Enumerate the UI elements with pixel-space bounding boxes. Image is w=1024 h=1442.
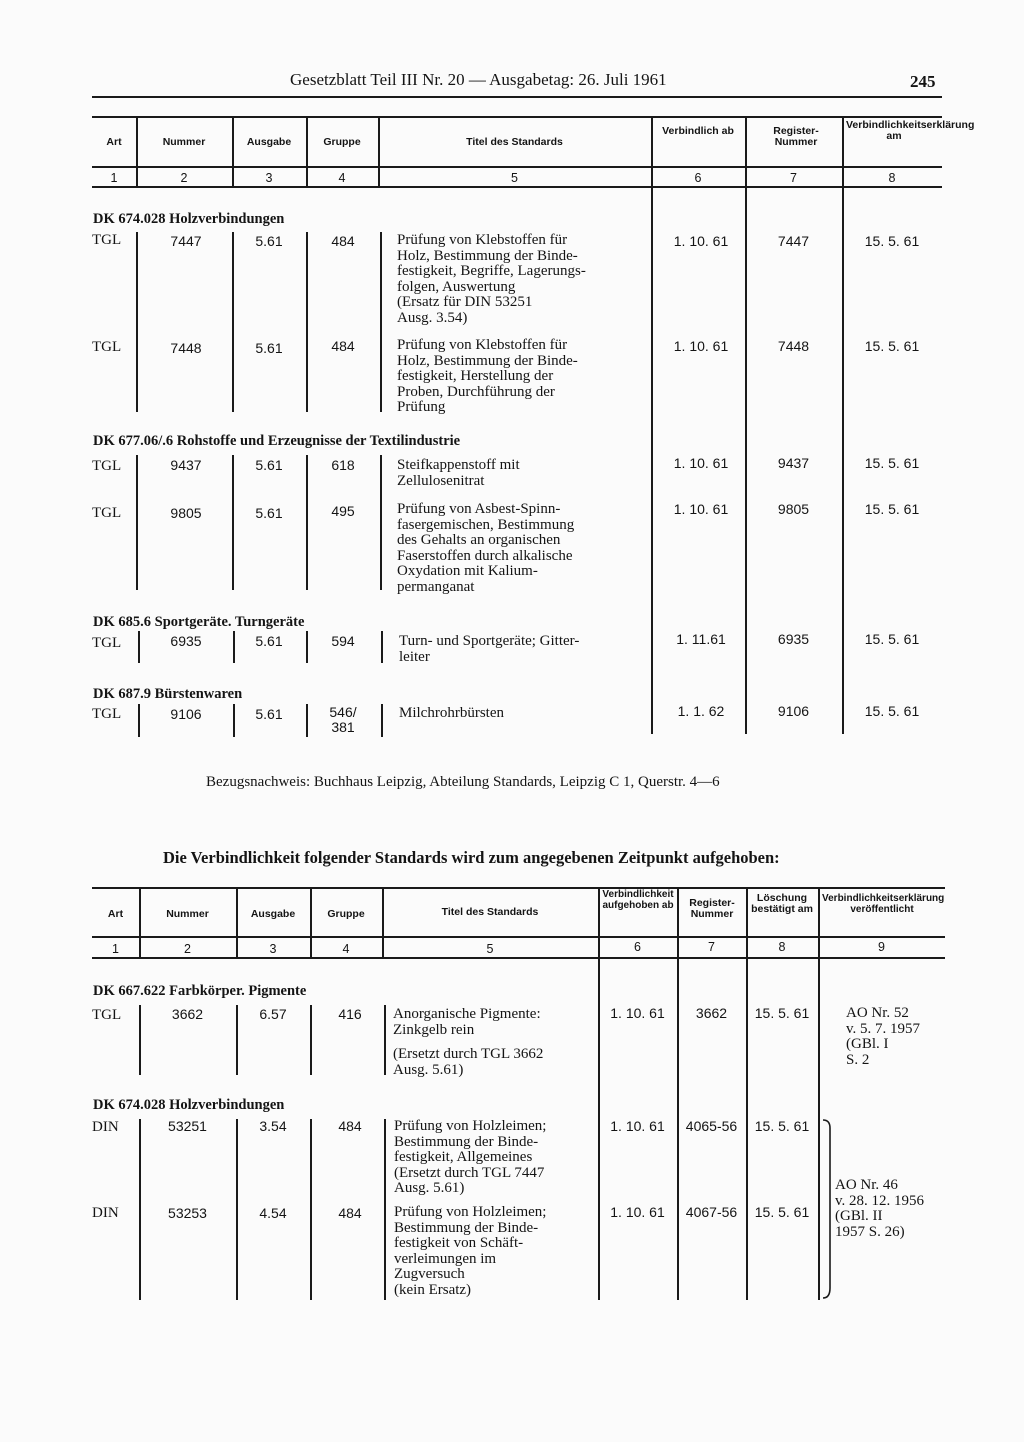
t1-header-verbindlich: Verbindlich ab — [662, 125, 734, 137]
row-sep — [306, 232, 308, 412]
cell-gruppe: 618 — [331, 457, 355, 473]
t2-header-titel: Titel des Standards — [441, 906, 539, 918]
t2-header-veroeffentlicht: Verbindlichkeitserklärung veröffentlicht — [822, 893, 945, 915]
cell-art: TGL — [92, 1007, 122, 1023]
t2-header-loeschung: Löschung bestätigt am — [751, 892, 813, 915]
t1-header-nummer: Nummer — [162, 136, 206, 148]
cell-gruppe: 484 — [338, 1205, 362, 1221]
row-sep — [136, 232, 138, 412]
cell-art: TGL — [92, 635, 122, 651]
cell-erklaerung: 15. 5. 61 — [864, 501, 920, 517]
cell-titel: Prüfung von Asbest-Spinn- fasergemischen, Bestimmung des Gehalts an organischen Faserstoffen durch alkalische Oxydation mit Kalium- permanganat — [397, 501, 575, 595]
group-heading: DK 674.028 Holzverbindungen — [93, 1097, 285, 1113]
cell-erklaerung: 15. 5. 61 — [864, 233, 920, 249]
table1-header-rule — [92, 166, 942, 168]
t2-header-register: Register-Nummer — [689, 897, 735, 920]
row-sep — [232, 232, 234, 412]
cell-nummer: 9437 — [170, 457, 202, 473]
t2-colnum: 2 — [184, 942, 191, 956]
cell-erklaerung: 15. 5. 61 — [864, 338, 920, 354]
cell-gruppe: 594 — [331, 633, 355, 649]
cell-art: TGL — [92, 505, 122, 521]
running-head: Gesetzblatt Teil III Nr. 20 — Ausgabetag: 26. Juli 1961 — [290, 70, 667, 89]
row-sep — [306, 455, 308, 590]
row-sep — [136, 455, 138, 590]
cell-aufgehoben-ab: 1. 10. 61 — [610, 1005, 665, 1021]
cell-art: DIN — [92, 1205, 119, 1221]
t2-header-ausgabe: Ausgabe — [250, 908, 296, 920]
cell-ausgabe: 5.61 — [255, 706, 283, 722]
cell-verbindlich-ab: 1. 10. 61 — [673, 455, 729, 471]
t1-colnum: 8 — [888, 171, 896, 185]
cell-gruppe: 495 — [331, 503, 355, 519]
t2-colnum: 1 — [112, 942, 119, 956]
cell-ausgabe: 4.54 — [259, 1205, 287, 1221]
cell-titel: Prüfung von Holzleimen; Bestimmung der Binde- festigkeit von Schäft- verleimungen im Zugversuch (kein Ersatz) — [394, 1204, 547, 1298]
head-rule — [92, 96, 942, 98]
t1-colnum: 7 — [790, 171, 797, 185]
row-sep — [380, 232, 382, 412]
cell-register: 9805 — [777, 501, 810, 517]
cell-verbindlich-ab: 1. 10. 61 — [673, 501, 729, 517]
cell-art: DIN — [92, 1119, 119, 1135]
cell-gruppe: 416 — [338, 1006, 362, 1022]
cell-nummer: 53251 — [168, 1118, 207, 1134]
page-number: 245 — [910, 72, 936, 91]
cell-ausgabe: 5.61 — [255, 340, 283, 356]
cell-register: 6935 — [777, 631, 810, 647]
t2-header-aufgehoben: Verbindlichkeit aufgehoben ab — [602, 889, 674, 911]
t1-header-ausgabe: Ausgabe — [246, 136, 292, 148]
table1-top-rule — [92, 116, 942, 118]
cell-gruppe: 484 — [338, 1118, 362, 1134]
cell-aufgehoben-ab: 1. 10. 61 — [610, 1118, 665, 1134]
cell-register: 7447 — [777, 233, 810, 249]
cell-loeschung: 15. 5. 61 — [754, 1118, 810, 1134]
cell-veroeffentlicht: AO Nr. 46 v. 28. 12. 1956 (GBl. II 1957 S. 26) — [835, 1177, 925, 1240]
cell-nummer: 7448 — [170, 340, 202, 356]
group-heading: DK 677.06/.6 Rohstoffe und Erzeugnisse der Textilindustrie — [93, 433, 461, 449]
cell-ausgabe: 5.61 — [255, 233, 283, 249]
cell-art: TGL — [92, 339, 122, 355]
cell-gruppe: 484 — [331, 338, 355, 354]
cell-register: 7448 — [777, 338, 810, 354]
cell-gruppe: 546/ 381 — [329, 704, 357, 735]
cell-verbindlich-ab: 1. 11.61 — [676, 631, 726, 647]
t1-colnum: 4 — [338, 171, 346, 185]
t1-colnum: 5 — [511, 171, 518, 185]
cell-titel: Prüfung von Holzleimen; Bestimmung der Binde- festigkeit, Allgemeines (Ersetzt durch TGL 7447 Ausg. 5.61) — [394, 1118, 547, 1196]
cell-loeschung: 15. 5. 61 — [754, 1204, 810, 1220]
brace-icon — [820, 1118, 834, 1300]
t2-colnum: 8 — [778, 940, 786, 954]
t1-colnum: 2 — [180, 171, 188, 185]
cell-art: TGL — [92, 232, 122, 248]
cell-titel: Turn- und Sportgeräte; Gitter- leiter — [399, 633, 580, 665]
cell-nummer: 6935 — [170, 633, 202, 649]
cell-ausgabe: 6.57 — [259, 1006, 287, 1022]
t2-colnum: 3 — [269, 942, 277, 956]
cell-register: 4067-56 — [685, 1204, 738, 1220]
cell-titel: Milchrohrbürsten — [399, 705, 504, 721]
cell-register: 9106 — [777, 703, 810, 719]
group-heading: DK 685.6 Sportgeräte. Turngeräte — [93, 614, 305, 630]
cell-register: 4065-56 — [685, 1118, 738, 1134]
t2-colnum: 5 — [486, 942, 494, 956]
t2-header-nummer: Nummer — [166, 908, 209, 920]
cell-verbindlich-ab: 1. 10. 61 — [673, 233, 729, 249]
t2-header-art: Art — [107, 908, 124, 920]
cell-titel: Prüfung von Klebstoffen für Holz, Bestimmung der Binde- festigkeit, Begriffe, Lagerungs- folgen, Auswertung (Ersatz für DIN 53251 Ausg. 3.54) — [397, 232, 586, 326]
cell-ausgabe: 5.61 — [255, 633, 283, 649]
cell-ausgabe: 5.61 — [255, 457, 283, 473]
cell-erklaerung: 15. 5. 61 — [864, 703, 920, 719]
cell-titel: Anorganische Pigmente: Zinkgelb rein (Ersetzt durch TGL 3662 Ausg. 5.61) — [393, 1006, 544, 1078]
t2-header-gruppe: Gruppe — [327, 908, 365, 920]
cell-titel: Prüfung von Klebstoffen für Holz, Bestimmung der Binde- festigkeit, Herstellung der Proben, Durchführung der Prüfung — [397, 337, 578, 415]
cell-erklaerung: 15. 5. 61 — [864, 631, 920, 647]
t1-header-titel: Titel des Standards — [466, 136, 563, 148]
t2-colnum: 6 — [634, 940, 641, 954]
group-heading: DK 674.028 Holzverbindungen — [93, 211, 285, 227]
t1-header-art: Art — [106, 136, 122, 148]
cell-nummer: 3662 — [171, 1006, 204, 1022]
cell-titel: Steifkappenstoff mit Zellulosenitrat — [397, 457, 520, 489]
t1-colnum: 3 — [265, 171, 273, 185]
cell-verbindlich-ab: 1. 10. 61 — [673, 338, 729, 354]
cell-ausgabe: 5.61 — [255, 505, 283, 521]
group-heading: DK 667.622 Farbkörper. Pigmente — [93, 983, 307, 999]
cell-erklaerung: 15. 5. 61 — [864, 455, 920, 471]
cell-nummer: 9106 — [170, 706, 202, 722]
t1-header-gruppe: Gruppe — [323, 136, 361, 148]
cell-art: TGL — [92, 458, 122, 474]
cell-register: 3662 — [695, 1005, 728, 1021]
row-sep — [232, 455, 234, 590]
cell-nummer: 9805 — [170, 505, 202, 521]
cell-aufgehoben-ab: 1. 10. 61 — [610, 1204, 665, 1220]
row-sep — [381, 704, 383, 737]
t1-colnum: 6 — [694, 171, 702, 185]
table1-number-rule — [92, 186, 942, 188]
group-heading: DK 687.9 Bürstenwaren — [93, 686, 243, 702]
cell-art: TGL — [92, 706, 122, 722]
bezugsnachweis: Bezugsnachweis: Buchhaus Leipzig, Abteilung Standards, Leipzig C 1, Querstr. 4—6 — [206, 774, 720, 790]
cell-ausgabe: 3.54 — [259, 1118, 287, 1134]
cell-nummer: 7447 — [170, 233, 202, 249]
cell-nummer: 53253 — [168, 1205, 207, 1221]
t2-colnum: 9 — [878, 940, 885, 954]
t1-colnum: 1 — [110, 171, 118, 185]
t1-header-erklaerung: Verbindlichkeitserklärung am — [846, 119, 975, 142]
t2-colnum: 4 — [342, 942, 350, 956]
row-sep — [380, 455, 382, 590]
t1-header-register: Register-Nummer — [773, 125, 819, 148]
cell-veroeffentlicht: AO Nr. 52 v. 5. 7. 1957 (GBl. I S. 2 — [846, 1005, 921, 1068]
cell-gruppe: 484 — [331, 233, 355, 249]
section2-heading: Die Verbindlichkeit folgender Standards wird zum angegebenen Zeitpunkt aufgehoben: — [163, 848, 780, 867]
t2-colnum: 7 — [708, 940, 715, 954]
row-sep — [381, 631, 383, 663]
cell-verbindlich-ab: 1. 1. 62 — [677, 703, 725, 719]
cell-register: 9437 — [777, 455, 810, 471]
cell-loeschung: 15. 5. 61 — [754, 1005, 810, 1021]
